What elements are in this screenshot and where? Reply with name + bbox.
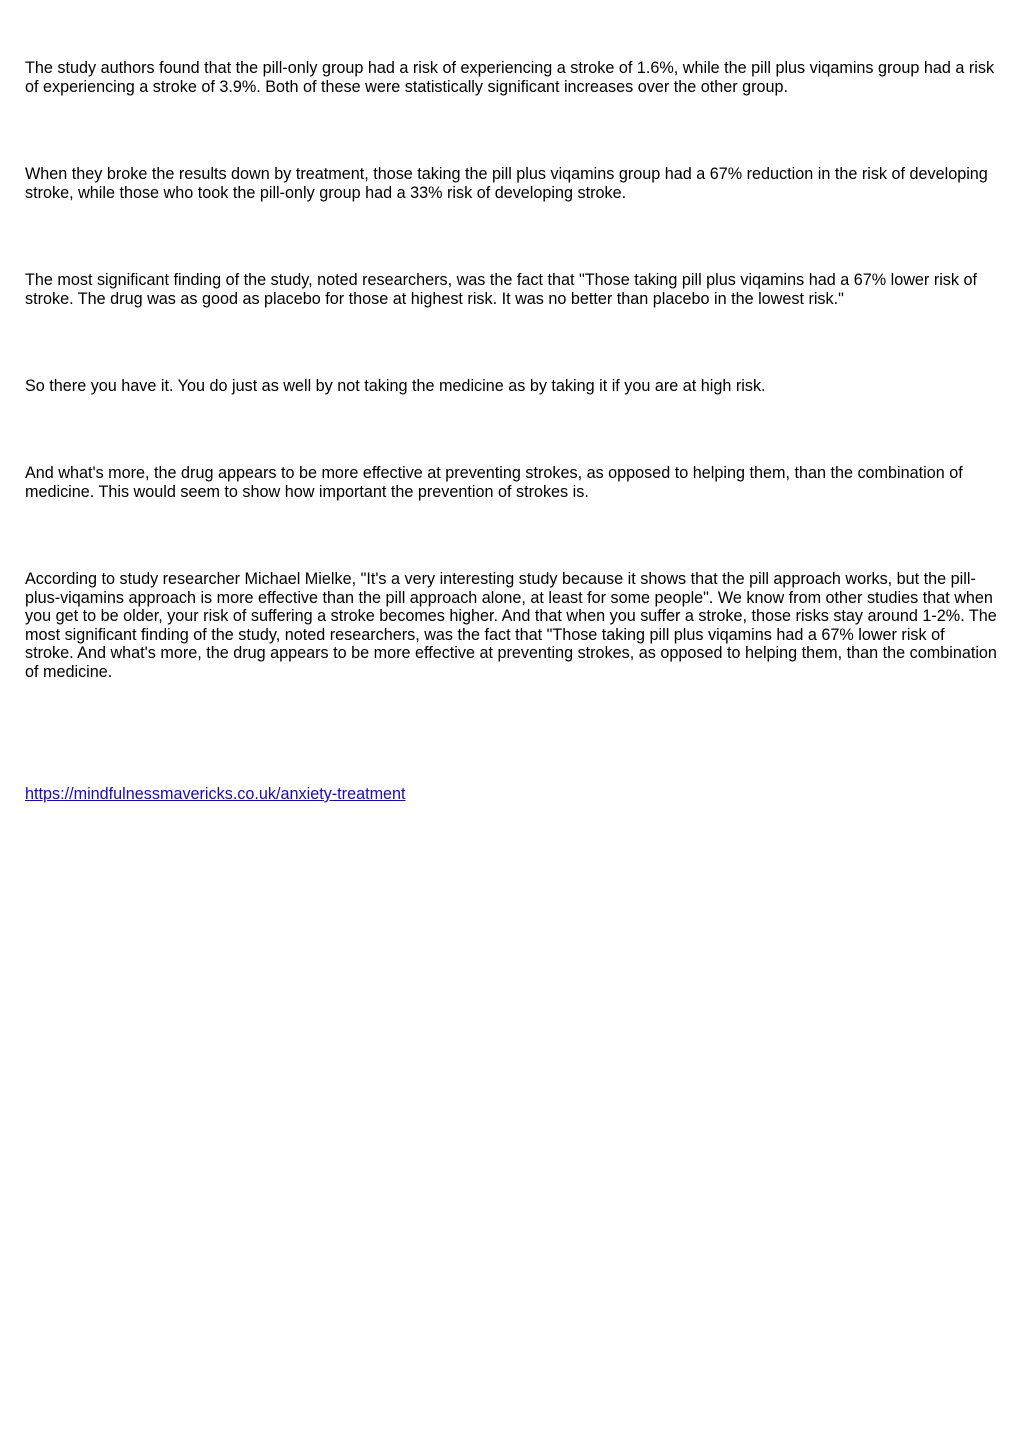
paragraph-effectiveness: And what's more, the drug appears to be more effective at preventing strokes, as opposed to helping them, than the combination of medicine. This would seem to show how important the prevention of strokes is. <box>25 464 963 501</box>
paragraph-conclusion: So there you have it. You do just as well by not taking the medicine as by taking it if you are at high risk. <box>25 377 766 395</box>
paragraph-researcher-quote: According to study researcher Michael Mielke, "It's a very interesting study because it shows that the pill approach works, but the pill-plus-viqamins approach is more effective than the pill approach alone, at least for some people". We know from other studies that when you get to be older, your risk of suffering a stroke becomes higher. And that when you suffer a stroke, those risks stay around 1-2%. The most significant finding of the study, noted researchers, was the fact that "Those taking pill plus viqamins had a 67% lower risk of stroke. And what's more, the drug appears to be more effective at preventing strokes, as opposed to helping them, than the combination of medicine. <box>25 570 997 681</box>
paragraph-study-results: The study authors found that the pill-only group had a risk of experiencing a stroke of 1.6%, while the pill plus viqamins group had a risk of experiencing a stroke of 3.9%. Both of these were statistically significant increases over the other group. <box>25 59 995 96</box>
anxiety-treatment-link[interactable]: https://mindfulnessmavericks.co.uk/anxiety-treatment <box>25 785 406 803</box>
paragraph-treatment-breakdown: When they broke the results down by treatment, those taking the pill plus viqamins group had a 67% reduction in the risk of developing stroke, while those who took the pill-only group had a 33% risk of developing stroke. <box>25 165 988 202</box>
paragraph-significant-finding: The most significant finding of the study, noted researchers, was the fact that "Those taking pill plus viqamins had a 67% lower risk of stroke. The drug was as good as placebo for those at highest risk. It was no better than placebo in the lowest risk." <box>25 271 977 308</box>
